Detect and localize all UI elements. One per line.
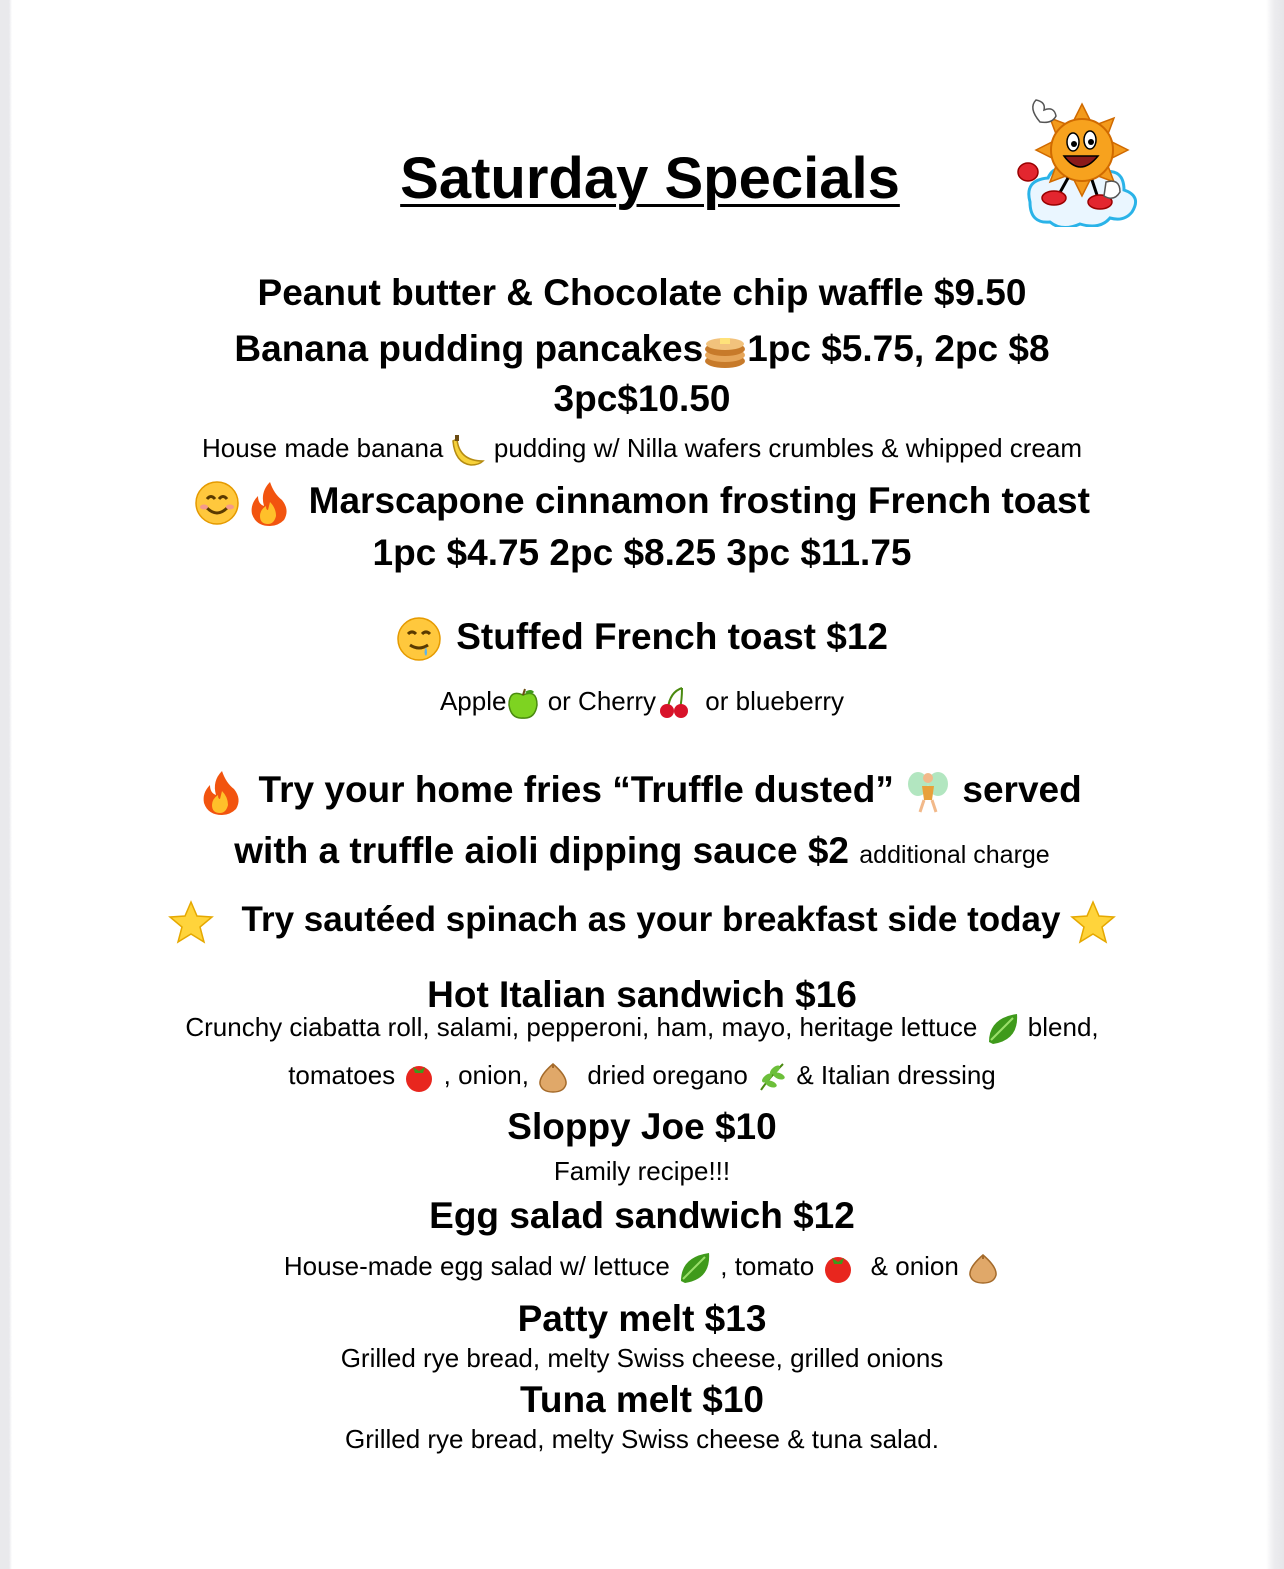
leafy-green-icon xyxy=(677,1251,713,1285)
item-patty-melt: Patty melt $13 xyxy=(517,1298,767,1339)
item-sloppy-joe: Sloppy Joe $10 xyxy=(507,1106,777,1147)
item-pancakes xyxy=(0,328,1284,371)
green-apple-icon xyxy=(506,686,540,720)
item-pancakes-price: 1pc $5.75, 2pc $8 xyxy=(747,328,1050,369)
item-hot-italian-desc-1: Crunchy ciabatta roll, salami, pepperoni, ham, mayo, heritage lettuce blend, xyxy=(0,1012,1284,1046)
page-title: Saturday Specials xyxy=(400,146,900,211)
item-spinach-side: Try sautéed spinach as your breakfast side today xyxy=(0,900,1284,944)
item-hot-italian-desc-2: tomatoes , onion, dried oregano & Italian dressing xyxy=(0,1060,1284,1094)
fairy-icon xyxy=(904,768,952,816)
item-truffle-fries: Try your home fries “Truffle dusted” served xyxy=(0,768,1284,816)
fire-icon xyxy=(202,769,242,815)
item-waffle: Peanut butter & Chocolate chip waffle $9.50 xyxy=(257,272,1027,313)
item-french-toast: Marscapone cinnamon frosting French toast xyxy=(0,480,1284,526)
item-truffle-fries-price: with a truffle aioli dipping sauce $2 additional charge xyxy=(234,830,1050,871)
cherry-icon xyxy=(656,686,692,720)
star-icon xyxy=(168,900,214,944)
pancakes-icon xyxy=(703,331,747,371)
banana-icon xyxy=(451,433,487,467)
leafy-green-icon xyxy=(985,1012,1021,1046)
item-egg-salad: Egg salad sandwich $12 xyxy=(429,1195,855,1236)
tomato-icon xyxy=(821,1251,855,1285)
drool-face-icon xyxy=(396,616,442,662)
item-stuffed-french-toast: Stuffed French toast $12 xyxy=(0,616,1284,662)
onion-icon xyxy=(966,1251,1000,1285)
additional-charge-note: additional charge xyxy=(859,841,1050,869)
item-pancakes-name: Banana pudding pancakes xyxy=(234,328,704,369)
item-tuna-melt-desc: Grilled rye bread, melty Swiss cheese & tuna salad. xyxy=(345,1424,939,1454)
item-pancakes-price-3pc: 3pc$10.50 xyxy=(553,378,731,419)
onion-icon xyxy=(536,1060,570,1094)
tomato-icon xyxy=(402,1060,436,1094)
herb-icon xyxy=(755,1060,789,1094)
item-hot-italian: Hot Italian sandwich $16 xyxy=(427,974,857,1015)
item-pancakes-desc: House made banana pudding w/ Nilla wafers crumbles & whipped cream xyxy=(0,433,1284,467)
star-icon xyxy=(1070,900,1116,944)
item-sloppy-joe-desc: Family recipe!!! xyxy=(553,1156,731,1186)
item-french-toast-prices: 1pc $4.75 2pc $8.25 3pc $11.75 xyxy=(372,532,912,573)
fire-icon xyxy=(250,480,290,526)
smile-icon xyxy=(194,480,240,526)
item-patty-melt-desc: Grilled rye bread, melty Swiss cheese, grilled onions xyxy=(340,1343,944,1373)
item-egg-salad-desc: House-made egg salad w/ lettuce , tomato & onion xyxy=(0,1251,1284,1285)
item-stuffed-flavors: Apple or Cherry or blueberry xyxy=(0,686,1284,720)
item-tuna-melt: Tuna melt $10 xyxy=(519,1379,764,1420)
